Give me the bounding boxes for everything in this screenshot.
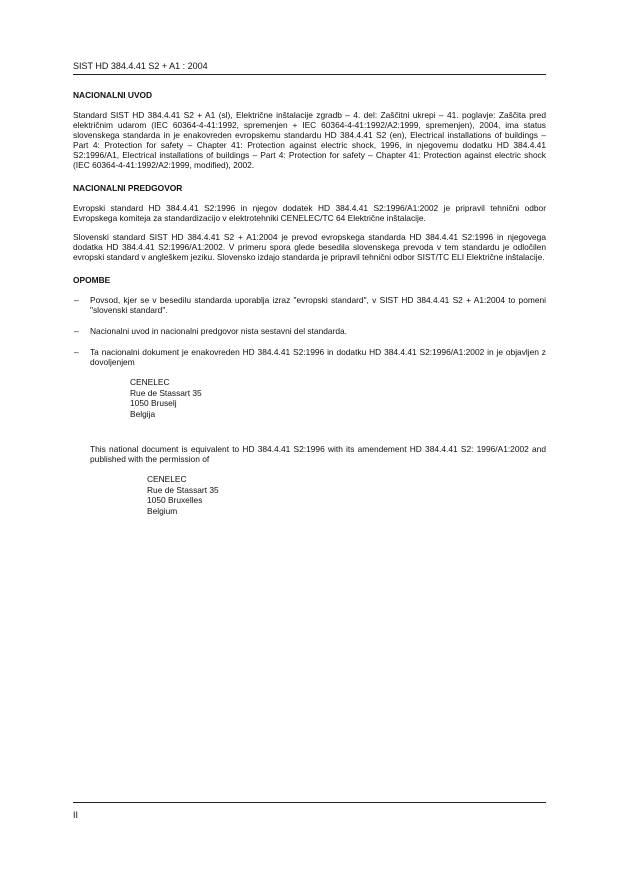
- header-rule: [73, 74, 546, 75]
- section-heading-nacionalni-predgovor: NACIONALNI PREDGOVOR: [73, 183, 183, 193]
- note-item: [73, 295, 546, 315]
- note-text: Nacionalni uvod in nacionalni predgovor nista sestavni del standarda.: [90, 326, 347, 336]
- dash-bullet: –: [74, 347, 79, 357]
- notes-list: [73, 295, 546, 367]
- page-number: II: [73, 810, 79, 820]
- address-line: Rue de Stassart 35: [147, 484, 219, 495]
- note-text: Povsod, kjer se v besedilu standarda uporablja izraz "evropski standard", v SIST HD 384.4.41 S2 + A1:2004 to pomeni "slovenski standard".: [90, 295, 546, 315]
- address-line: 1050 Bruselj: [130, 398, 177, 408]
- address-line: CENELEC: [147, 474, 187, 484]
- english-equivalence-text: This national document is equivalent to HD 384.4.41 S2:1996 with its amendement HD 384.4.41 S2: 1996/A1:2002 and published with the permission of: [90, 444, 546, 464]
- predgovor-paragraph-1: Evropski standard HD 384.4.41 S2:1996 in njegov dodatek HD 384.4.41 S2:1996/A1:2002 je pripravil tehnični odbor Evropskega komiteja za standardizacijo v elektrotehniki CENELEC/TC 64 Električne inštalacije.: [73, 203, 546, 223]
- section-heading-nacionalni-uvod: NACIONALNI UVOD: [73, 90, 153, 100]
- dash-bullet: –: [74, 326, 79, 336]
- note-text: Ta nacionalni dokument je enakovreden HD 384.4.41 S2:1996 in dodatku HD 384.4.41 S2:1996/A1:2002 in je objavljen z dovoljenjem: [90, 347, 546, 367]
- address-line: Belgium: [147, 505, 178, 516]
- address-line: Rue de Stassart 35: [130, 387, 202, 398]
- address-line: 1050 Bruxelles: [147, 495, 203, 505]
- address-block-english: [147, 474, 546, 516]
- document-body: [73, 90, 546, 516]
- nacionalni-uvod-text: Standard SIST HD 384.4.41 S2 + A1 (sl), Električne inštalacije zgradb – 4. del: Zaščitni ukrepi – 41. poglavje: Zaščita pred električnim udarom (IEC 60364-4-41:1992, spremenjen + IEC 60364-4-41:1992/A2:1999, spremenjen), 2004, ima status slovenskega standarda in je enakovreden evropskemu standardu HD 384.4.41 S2 (en), Electrical installations of buildings – Part 4: Protection for safety – Chapter 41: Protection against electric shock, 1996, in njegovemu dodatku HD 384.4.41 S2:1996/A1, Electrical installations of buildings – Part 4: Protection for safety – Chapter 41: Protection against electric shock (IEC 60364-4-41:1992/A2:1999, modified), 2002.: [73, 110, 546, 170]
- document-header-title: SIST HD 384.4.41 S2 + A1 : 2004: [73, 61, 208, 71]
- note-item: [73, 326, 546, 336]
- address-line: Belgija: [130, 408, 156, 419]
- section-heading-opombe: OPOMBE: [73, 275, 111, 285]
- address-line: CENELEC: [130, 377, 170, 387]
- address-block-slovenian: [130, 377, 546, 419]
- note-item: [73, 347, 546, 367]
- dash-bullet: –: [74, 295, 79, 305]
- predgovor-paragraph-2: Slovenski standard SIST HD 384.4.41 S2 + A1:2004 je prevod evropskega standarda HD 384.4.41 S2:1996 in njegovega dodatka HD 384.4.41 S2:1996/A1:2002. V primeru spora glede besedila slovenskega prevoda v tem standardu je odločilen evropski standard v angleškem jeziku. Slovensko izdajo standarda je pripravil tehnični odbor SIST/TC ELI Električne inštalacije.: [73, 232, 546, 262]
- footer-rule: [73, 802, 546, 803]
